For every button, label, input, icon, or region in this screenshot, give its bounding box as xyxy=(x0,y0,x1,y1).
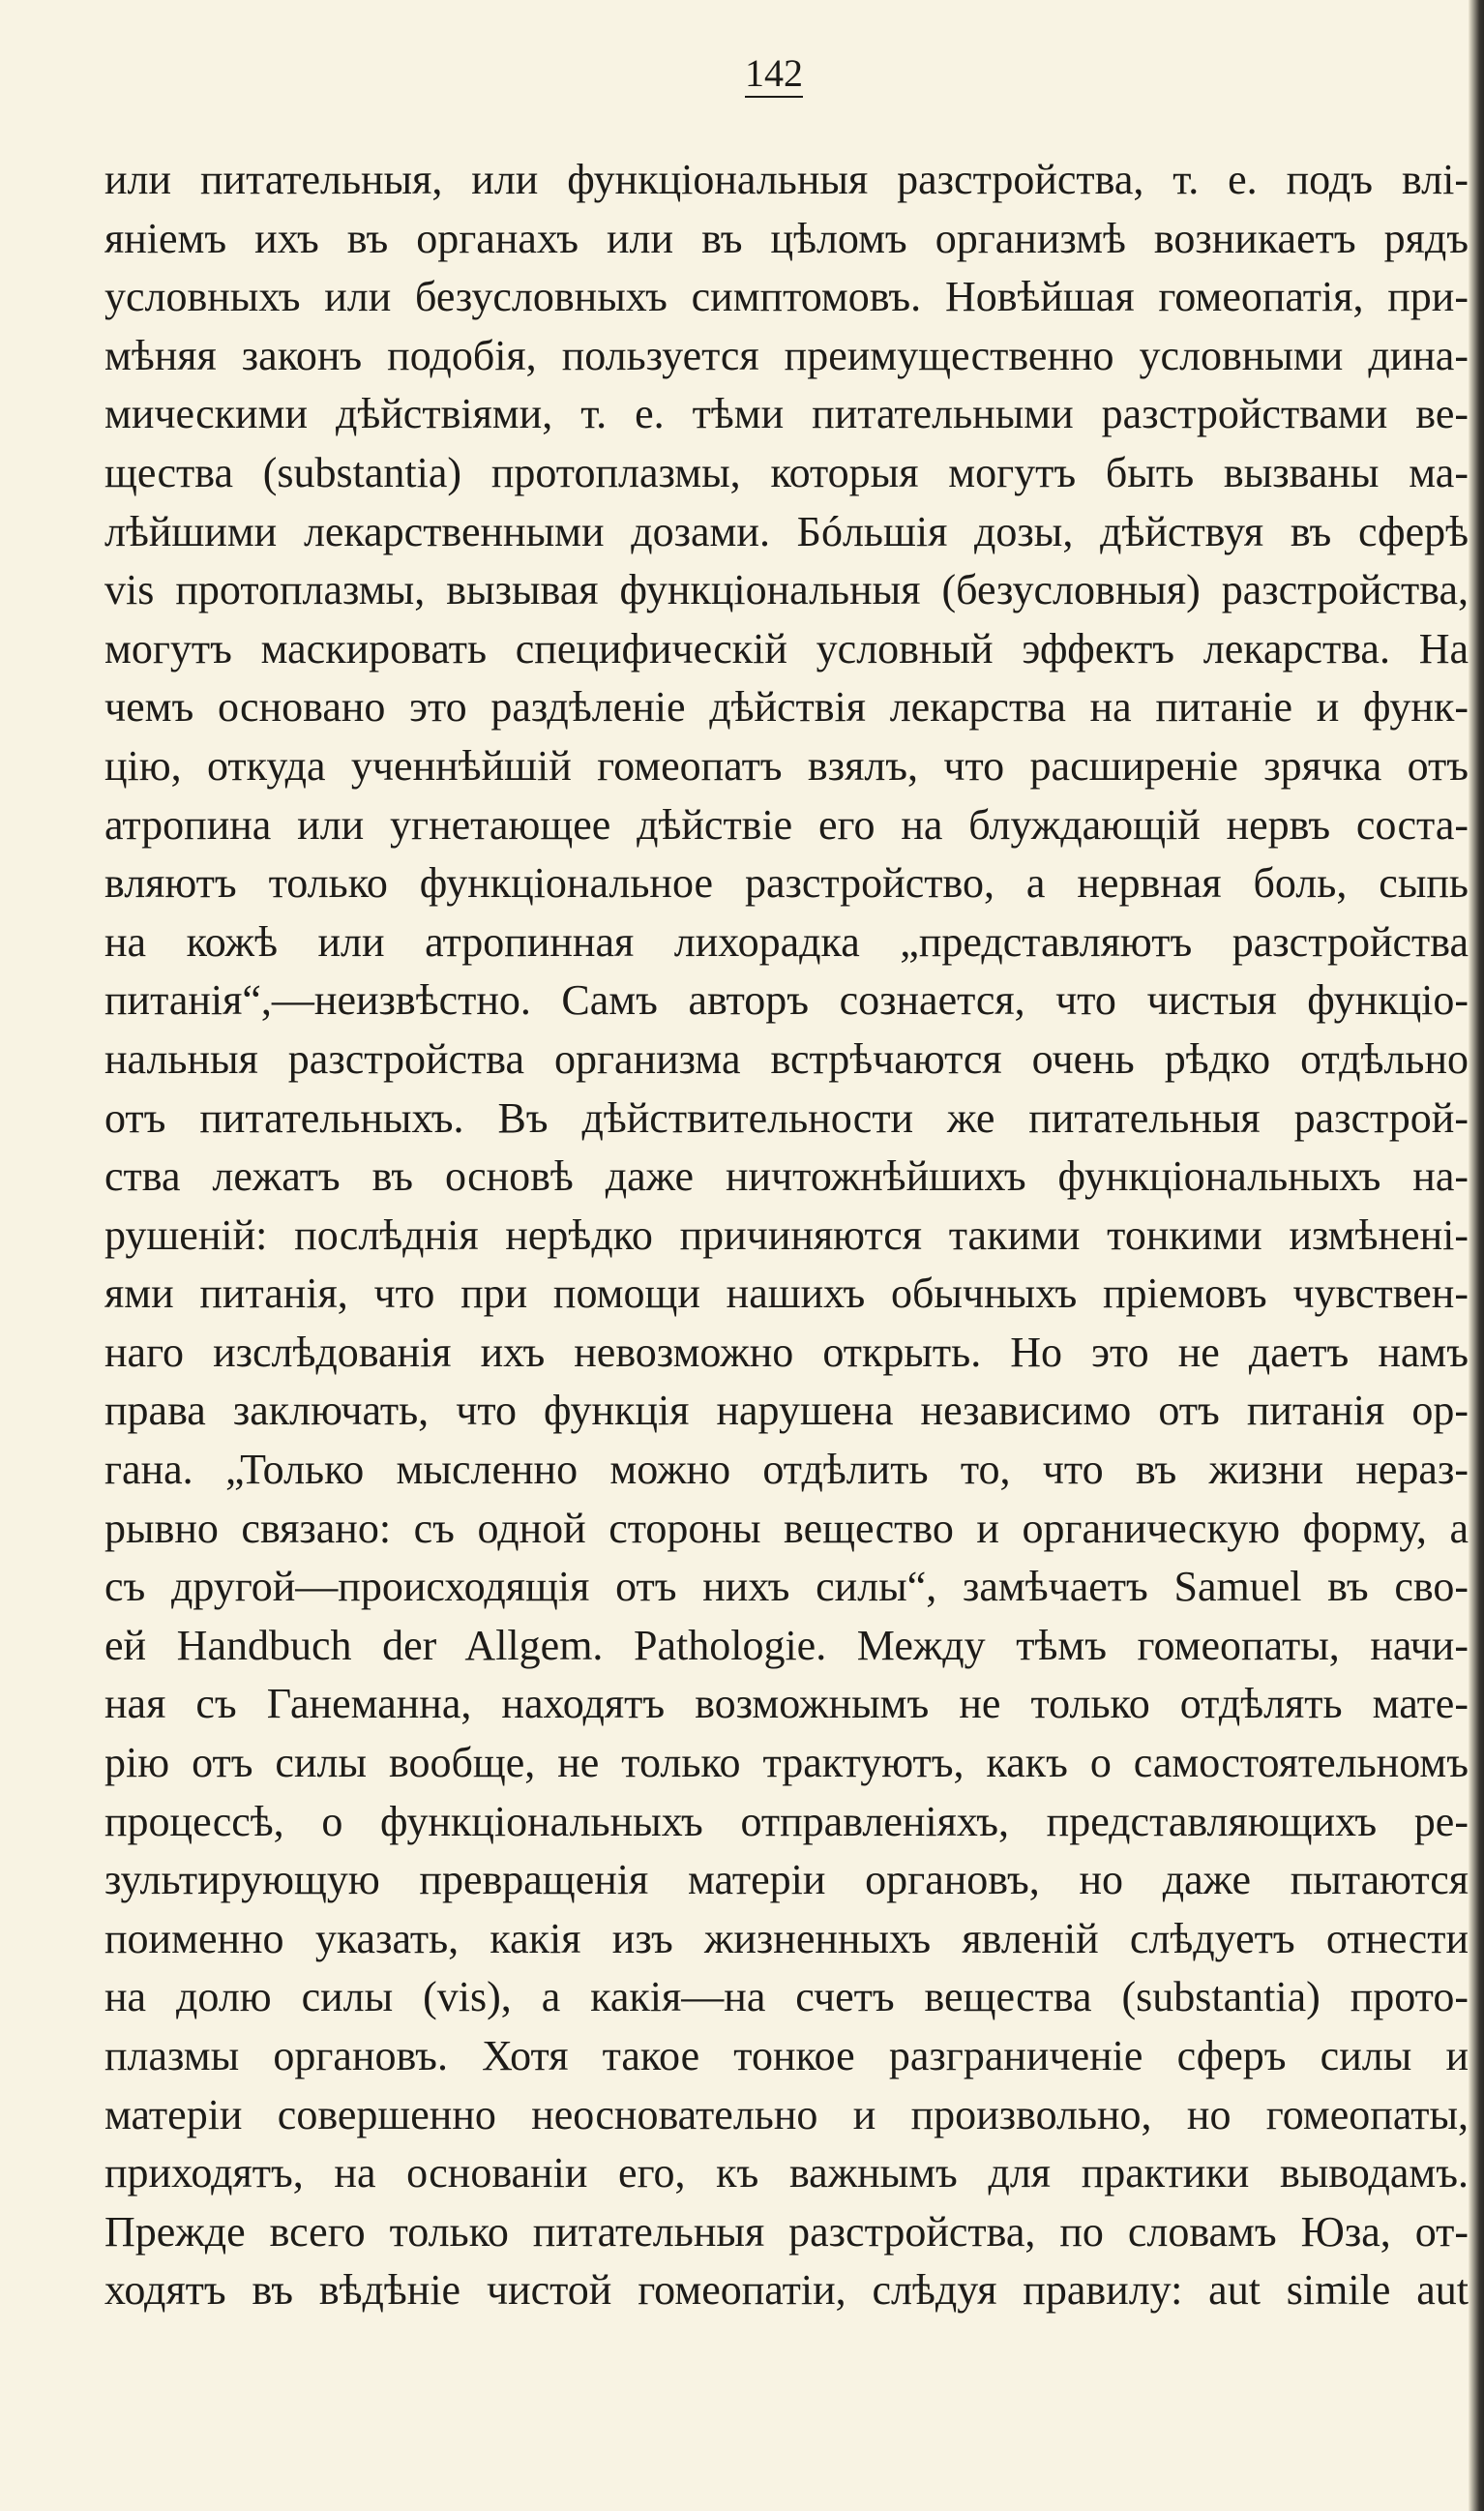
text-line: могутъ маскировать специфическій условный эффектъ лекарства. На xyxy=(104,624,1469,673)
text-line: цію, откуда ученнѣйшій гомеопатъ взялъ, что расширеніе зрячка отъ xyxy=(104,741,1469,790)
body-text xyxy=(104,151,1469,2320)
text-line: матеріи совершенно неосновательно и произвольно, но гомеопаты, xyxy=(104,2090,1469,2138)
text-line: условныхъ или безусловныхъ симптомовъ. Новѣйшая гомеопатія, при- xyxy=(104,273,1469,321)
text-line: мическими дѣйствіями, т. е. тѣми питательными разстройствами ве- xyxy=(104,390,1469,438)
text-line: на кожѣ или атропинная лихорадка „представляютъ разстройства xyxy=(104,917,1469,966)
text-line: зультирующую превращенія матеріи органовъ, но даже пытаются xyxy=(104,1856,1469,1904)
text-line: Прежде всего только питательныя разстройства, по словамъ Юза, от- xyxy=(104,2207,1469,2256)
text-line: вляютъ только функціональное разстройство, а нервная боль, сыпь xyxy=(104,859,1469,908)
text-line: права заключать, что функція нарушена независимо отъ питанія ор- xyxy=(104,1387,1469,1435)
text-line: ная съ Ганеманна, находятъ возможнымъ не только отдѣлять мате- xyxy=(104,1680,1469,1728)
text-line: мѣняя законъ подобія, пользуется преимущественно условными дина- xyxy=(104,331,1469,379)
text-line: или питательныя, или функціональныя разстройства, т. е. подъ влі- xyxy=(104,156,1469,203)
text-line: съ другой—происходящія отъ нихъ силы“, замѣчаетъ Samuel въ сво- xyxy=(104,1563,1469,1611)
page-number: 142 xyxy=(745,51,803,95)
text-line: ства лежатъ въ основѣ даже ничтожнѣйшихъ функціональныхъ на- xyxy=(104,1152,1469,1201)
text-line: отъ питательныхъ. Въ дѣйствительности же питательныя разстрой- xyxy=(104,1093,1469,1142)
text-line: плазмы органовъ. Хотя такое тонкое разграниченіе сферъ силы и xyxy=(104,2032,1469,2079)
text-line: на долю силы (vis), а какія—на счетъ вещества (substantia) прото- xyxy=(104,1973,1469,2021)
text-line: рію отъ силы вообще, не только трактуютъ, какъ о самостоятельномъ xyxy=(104,1739,1469,1787)
text-line: vis протоплазмы, вызывая функціональныя (безусловныя) разстройства, xyxy=(104,566,1469,614)
text-line: яніемъ ихъ въ органахъ или въ цѣломъ организмѣ возникаетъ рядъ xyxy=(104,214,1469,262)
text-line: щества (substantia) протоплазмы, которыя могутъ быть вызваны ма- xyxy=(104,448,1469,496)
text-line: поименно указать, какія изъ жизненныхъ явленій слѣдуетъ отнести xyxy=(104,1914,1469,1962)
text-line: нальныя разстройства организма встрѣчаются очень рѣдко отдѣльно xyxy=(104,1034,1469,1083)
text-line: рывно связано: съ одной стороны вещество и органическую форму, а xyxy=(104,1504,1469,1552)
text-line: ей Handbuch der Allgem. Pathologie. Между тѣмъ гомеопаты, начи- xyxy=(104,1621,1469,1669)
text-line: гана. „Только мысленно можно отдѣлить то, что въ жизни нераз- xyxy=(104,1446,1469,1494)
text-line: питанія“,—неизвѣстно. Самъ авторъ сознается, что чистыя функціо- xyxy=(104,976,1469,1025)
text-line: приходятъ, на основаніи его, къ важнымъ для практики выводамъ. xyxy=(104,2149,1469,2197)
text-line: рушеній: послѣднія нерѣдко причиняются такими тонкими измѣнені- xyxy=(104,1211,1469,1259)
text-line: лѣйшими лекарственными дозами. Бóльшія дозы, дѣйствуя въ сферѣ xyxy=(104,507,1469,555)
text-line: ходятъ въ вѣдѣніе чистой гомеопатіи, слѣдуя правилу: aut simile aut xyxy=(104,2266,1469,2315)
text-line: наго изслѣдованія ихъ невозможно открыть. Но это не даетъ намъ xyxy=(104,1328,1469,1376)
page-edge-shadow xyxy=(1469,0,1484,2511)
text-line: процессѣ, о функціональныхъ отправленіяхъ, представляющихъ ре- xyxy=(104,1797,1469,1845)
text-line: атропина или угнетающее дѣйствіе его на блуждающій нервъ соста- xyxy=(104,800,1469,849)
text-line: ями питанія, что при помощи нашихъ обычныхъ пріемовъ чувствен- xyxy=(104,1270,1469,1318)
text-line: чемъ основано это раздѣленіе дѣйствія лекарства на питаніе и функ- xyxy=(104,683,1469,732)
